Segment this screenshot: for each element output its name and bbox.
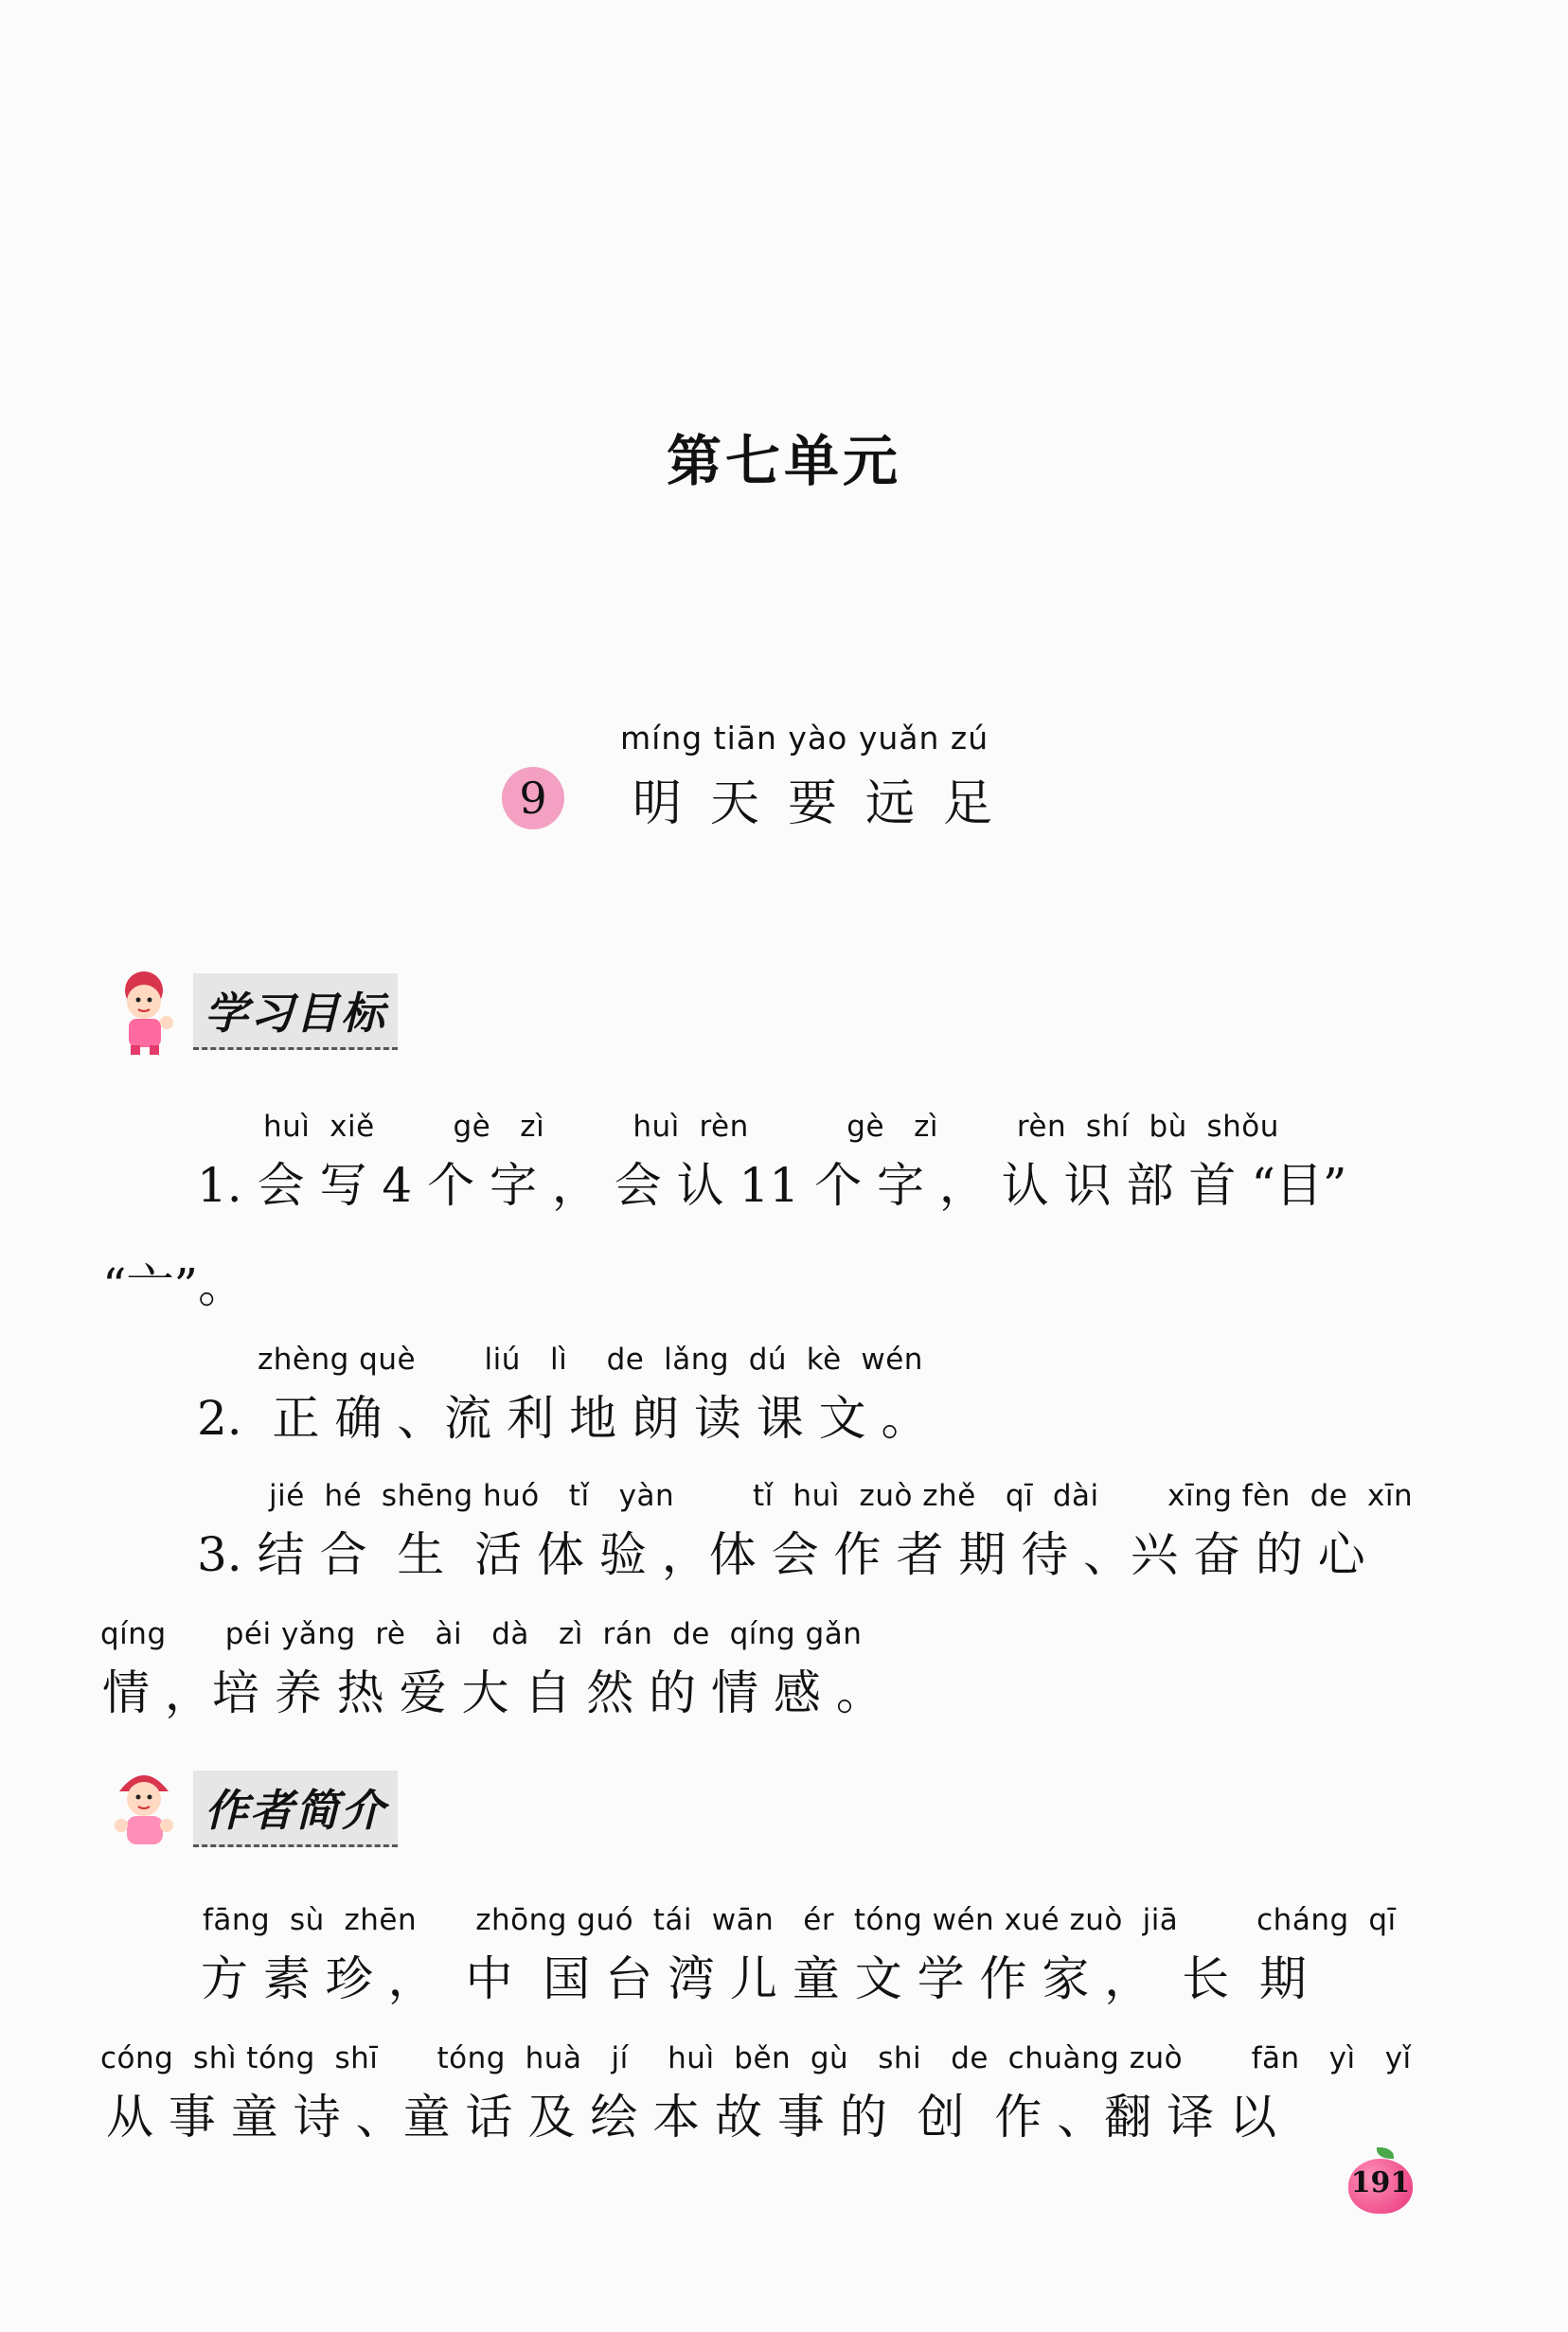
lesson-number: 9 <box>519 773 547 824</box>
goal-1-text-cont: “亠”。 <box>102 1258 246 1313</box>
lesson-title: 明天要远足 <box>633 775 1022 832</box>
author-section-header <box>106 1763 398 1854</box>
author-line-2-pinyin: cóng shì tóng shī tóng huà jí huì běn gù shi de chuàng zuò fān yì yǐ <box>100 2041 1412 2075</box>
goal-3-text-cont: 情 ，培 养 热 爱 大 自 然 的 情 感 。 <box>102 1665 883 1720</box>
goals-label: 学习目标 <box>193 973 398 1050</box>
goal-2-pinyin: zhèng què liú lì de lǎng dú kè wén <box>258 1343 923 1377</box>
page-number-badge <box>1348 2149 1413 2214</box>
lesson-title-pinyin: míng tiān yào yuǎn zú <box>620 720 989 757</box>
goal-1-text: 1. 会 写 4 个 字 ， 会 认 11 个 字 ， 认 识 部 首 “目” <box>197 1158 1347 1213</box>
goal-3-pinyin: jié hé shēng huó tǐ yàn tǐ huì zuò zhě qī dài xīng fèn de xīn <box>269 1479 1414 1513</box>
author-label: 作者简介 <box>193 1771 398 1847</box>
goal-3-pinyin-cont: qíng péi yǎng rè ài dà zì rán de qíng gǎn <box>100 1617 863 1651</box>
girl-mascot-icon <box>106 1763 187 1854</box>
author-line-2-text: 从 事 童 诗 、童 话 及 绘 本 故 事 的 创 作 、翻 译 以 <box>106 2090 1277 2145</box>
author-line-1-pinyin: fāng sù zhēn zhōng guó tái wān ér tóng wén xué zuò jiā cháng qī <box>203 1903 1397 1937</box>
goal-3-text: 3. 结 合 生 活 体 验 ，体 会 作 者 期 待 、兴 奋 的 心 <box>197 1527 1365 1582</box>
boy-mascot-icon <box>106 966 187 1057</box>
author-line-1-text: 方 素 珍 ， 中 国 台 湾 儿 童 文 学 作 家 ， 长 期 <box>201 1951 1307 2006</box>
lesson-number-badge <box>502 767 564 829</box>
goal-1-pinyin: huì xiě gè zì huì rèn gè zì rèn shí bù shǒu <box>263 1110 1279 1144</box>
goal-2-text: 2. 正 确 、流 利 地 朗 读 课 文 。 <box>197 1391 929 1446</box>
goals-section-header <box>106 966 398 1057</box>
unit-title: 第七单元 <box>666 429 901 493</box>
page-number: 191 <box>1350 2166 1411 2199</box>
apple-leaf-icon <box>1377 2147 1394 2159</box>
